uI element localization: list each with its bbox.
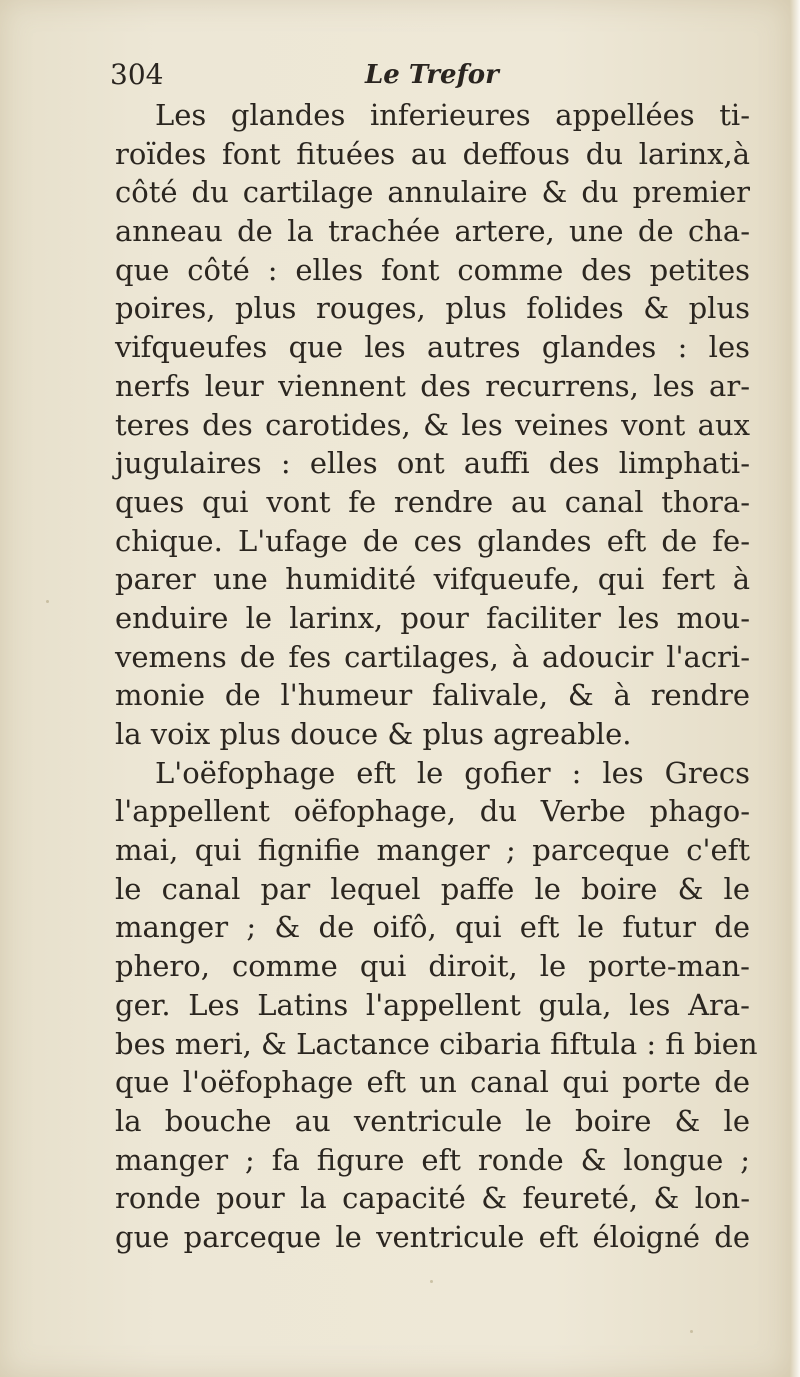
text-line: enduire le larinx, pour faciliter les mou- (115, 600, 750, 635)
text-line: que l'oëfophage eft un canal qui porte de (115, 1065, 750, 1100)
text-line: gue parceque le ventricule eft éloigné de (115, 1219, 750, 1254)
text-line: manger ; fa figure eft ronde & longue ; (115, 1142, 750, 1177)
running-title: Le Trefor (365, 60, 499, 90)
paper-speck (690, 1330, 693, 1333)
paper-speck (430, 1280, 433, 1283)
text-line: parer une humidité vifqueufe, qui fert à (115, 562, 750, 597)
text-line: l'appellent oëfophage, du Verbe phago- (115, 794, 750, 829)
text-line: roïdes font fituées au deffous du larinx,à (115, 136, 750, 171)
text-line: vemens de fes cartilages, à adoucir l'acri- (115, 639, 750, 674)
text-line: anneau de la trachée artere, une de cha- (115, 214, 750, 249)
text-line: la voix plus douce & plus agreable. (115, 717, 632, 751)
text-line: monie de l'humeur falivale, & à rendre (115, 678, 750, 713)
text-line: jugulaires : elles ont auffi des limphati- (115, 446, 750, 481)
text-line: ger. Les Latins l'appellent gula, les Ara- (115, 987, 750, 1022)
paper-speck (46, 600, 49, 603)
text-line: phero, comme qui diroit, le porte-man- (115, 949, 750, 984)
text-line: manger ; & de oifô, qui eft le futur de (115, 910, 750, 945)
text-line: le canal par lequel paffe le boire & le (115, 871, 750, 906)
page-number: 304 (110, 58, 164, 91)
text-line: vifqueufes que les autres glandes : les (115, 330, 750, 365)
page-edge (790, 0, 800, 1377)
text-line: mai, qui fignifie manger ; parceque c'eft (115, 833, 750, 868)
text-line: nerfs leur viennent des recurrens, les ar- (115, 368, 750, 403)
text-line: la bouche au ventricule le boire & le (115, 1103, 750, 1138)
text-line: que côté : elles font comme des petites (115, 252, 750, 287)
text-line: poires, plus rouges, plus folides & plus (115, 291, 750, 326)
text-line: Les glandes inferieures appellées ti- (155, 98, 750, 132)
text-line: L'oëfophage eft le gofier : les Grecs (155, 755, 750, 790)
text-line: ronde pour la capacité & feureté, & lon- (115, 1181, 750, 1216)
body-text (115, 96, 758, 1257)
text-line: bes meri, & Lactance cibaria fiftula : fi bien (115, 1026, 758, 1061)
text-line: côté du cartilage annulaire & du premier (115, 175, 750, 210)
text-line: ques qui vont fe rendre au canal thora- (115, 484, 750, 519)
text-line: teres des carotides, & les veines vont aux (115, 407, 750, 442)
text-line: chique. L'ufage de ces glandes eft de fe- (115, 523, 750, 558)
